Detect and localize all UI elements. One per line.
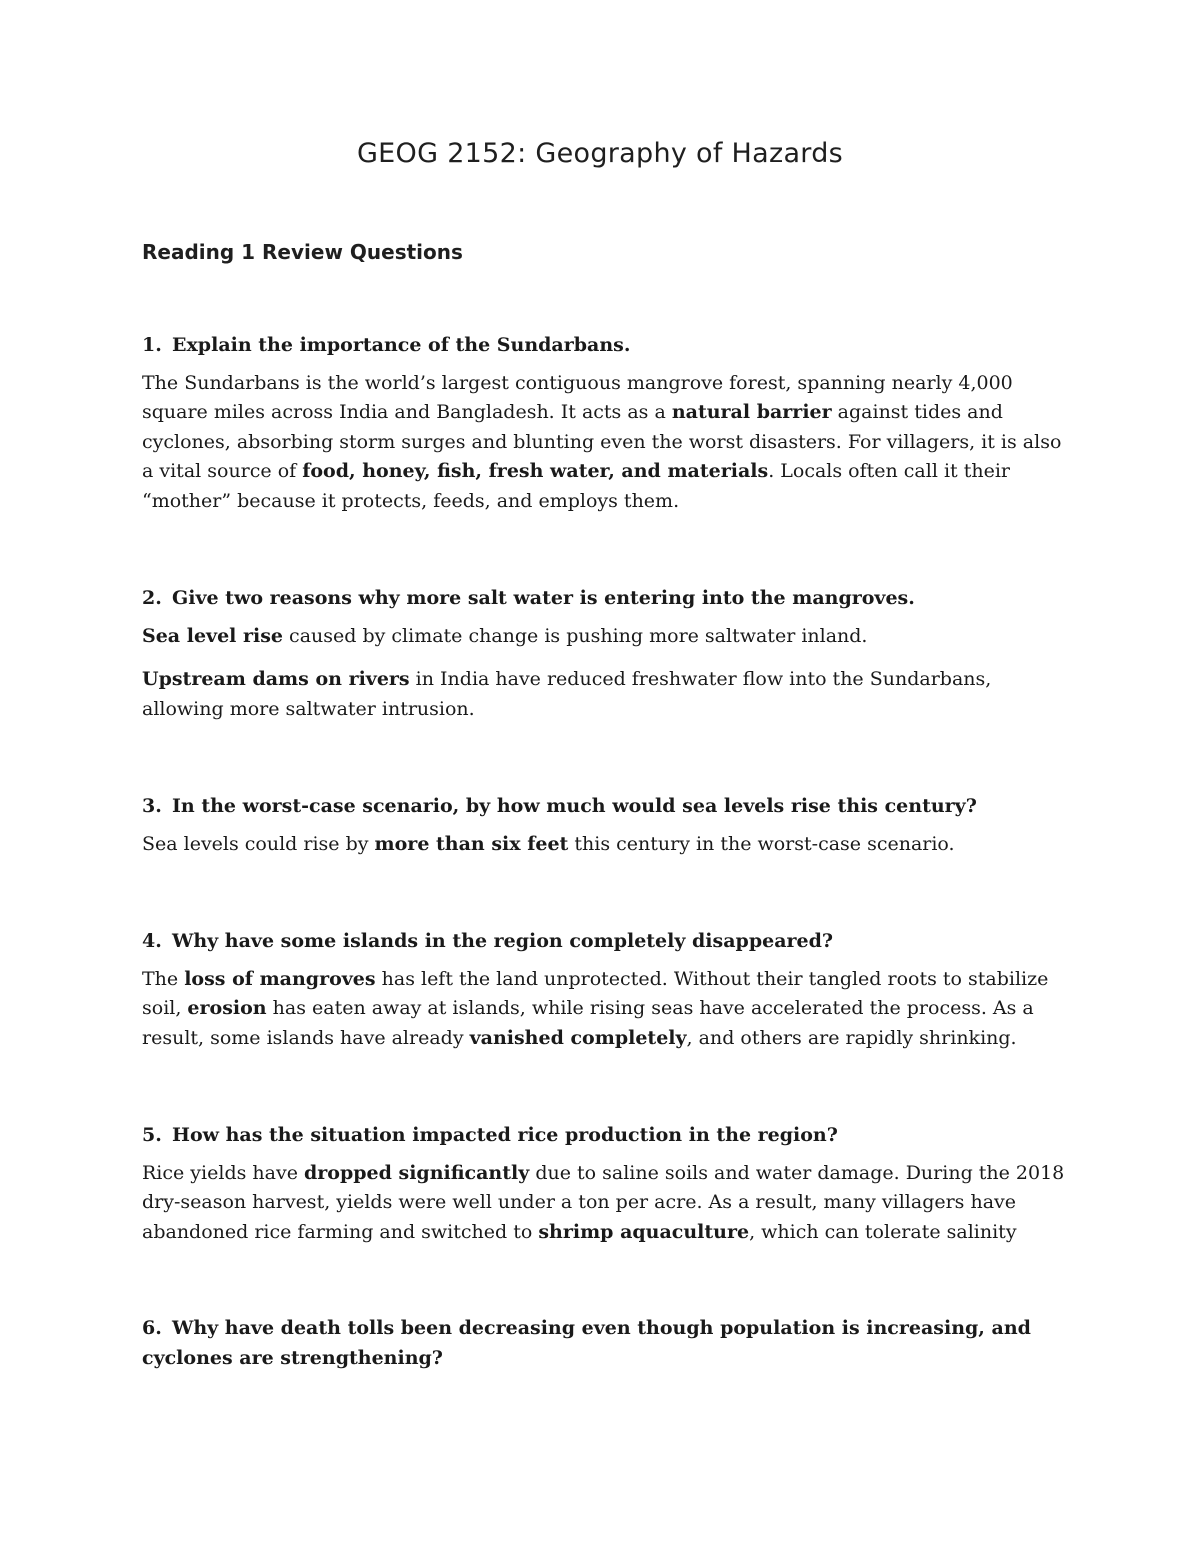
question-block-5 [142, 1121, 1072, 1261]
question-text: Explain the importance of the Sundarbans. [172, 334, 631, 356]
answer-paragraph [142, 965, 1072, 1054]
question-text: How has the situation impacted rice production in the region? [172, 1124, 838, 1146]
answer-emphasis: Sea level rise [142, 624, 284, 647]
question-5 [142, 1121, 1072, 1151]
question-number: 2. [142, 587, 162, 609]
answer-emphasis: loss of mangroves [184, 967, 376, 990]
answer-paragraph [142, 665, 1072, 724]
answer-text: has eaten away at islands, while rising seas have accelerated the process. As a result, some islands have already [142, 997, 1034, 1049]
answer-emphasis: food, honey, fish, fresh water, and materials [302, 460, 769, 482]
question-number: 3. [142, 795, 162, 817]
answer-paragraph [142, 1159, 1072, 1248]
answer-paragraph [142, 830, 1072, 860]
answer-emphasis: shrimp aquaculture [538, 1220, 750, 1243]
answer-text: this century in the worst-case scenario. [568, 832, 955, 855]
answer-text: Sea levels could rise by [142, 832, 375, 855]
answer-paragraph [142, 369, 1072, 517]
question-text: Why have some islands in the region completely disappeared? [172, 930, 834, 952]
answer-text: The Sundarbans is the world’s largest contiguous mangrove forest, spanning nearly 4,000 square miles across India and Bangladesh. It acts as a [142, 371, 1013, 423]
answer-emphasis: more than six feet [374, 832, 569, 855]
answer-emphasis: natural barrier [671, 401, 832, 423]
answer-emphasis: dropped significantly [303, 1161, 530, 1184]
answer-emphasis: Upstream dams on rivers [142, 668, 410, 690]
document-subtitle: Reading 1 Review Questions [142, 240, 463, 264]
question-block-2 [142, 584, 1072, 738]
question-text: In the worst-case scenario, by how much would sea levels rise this century? [172, 795, 977, 817]
question-text: Why have death tolls been decreasing even though population is increasing, and cyclones are strengthening? [142, 1317, 1031, 1369]
document-title: GEOG 2152: Geography of Hazards [356, 138, 844, 169]
question-block-4 [142, 927, 1072, 1067]
question-text: Give two reasons why more salt water is entering into the mangroves. [172, 587, 915, 609]
question-1 [142, 331, 1072, 361]
answer-paragraph [142, 622, 1072, 652]
question-3 [142, 792, 1072, 822]
question-6 [142, 1314, 1072, 1373]
answer-emphasis: erosion [187, 997, 267, 1019]
answer-text: , which can tolerate salinity [749, 1220, 1017, 1243]
answer-text: caused by climate change is pushing more saltwater inland. [283, 624, 868, 647]
question-number: 1. [142, 334, 162, 356]
question-block-6 [142, 1314, 1072, 1381]
question-2 [142, 584, 1072, 614]
answer-text: in India have reduced freshwater flow into the Sundarbans, allowing more saltwater intrusion. [142, 668, 992, 720]
answer-text: The [142, 967, 185, 990]
answer-text: Rice yields have [142, 1161, 304, 1184]
answer-text: has left the land unprotected. Without their tangled roots to stabilize soil, [142, 967, 1049, 1019]
answer-text: due to saline soils and water damage. During the 2018 dry-season harvest, yields were well under a ton per acre. As a result, many villagers have abandoned rice farming and switched to [142, 1161, 1065, 1243]
answer-text: against tides and cyclones, absorbing storm surges and blunting even the worst disasters. For villagers, it is also a vital source of [142, 401, 1062, 482]
answer-emphasis: vanished completely [469, 1026, 687, 1049]
question-block-3 [142, 792, 1072, 873]
question-4 [142, 927, 1072, 957]
question-number: 4. [142, 930, 162, 952]
answer-text: , and others are rapidly shrinking. [686, 1026, 1017, 1049]
question-number: 5. [142, 1124, 162, 1146]
question-number: 6. [142, 1317, 162, 1339]
question-block-1 [142, 331, 1072, 530]
answer-text: . Locals often call it their “mother” because it protects, feeds, and employs them. [142, 460, 1010, 512]
